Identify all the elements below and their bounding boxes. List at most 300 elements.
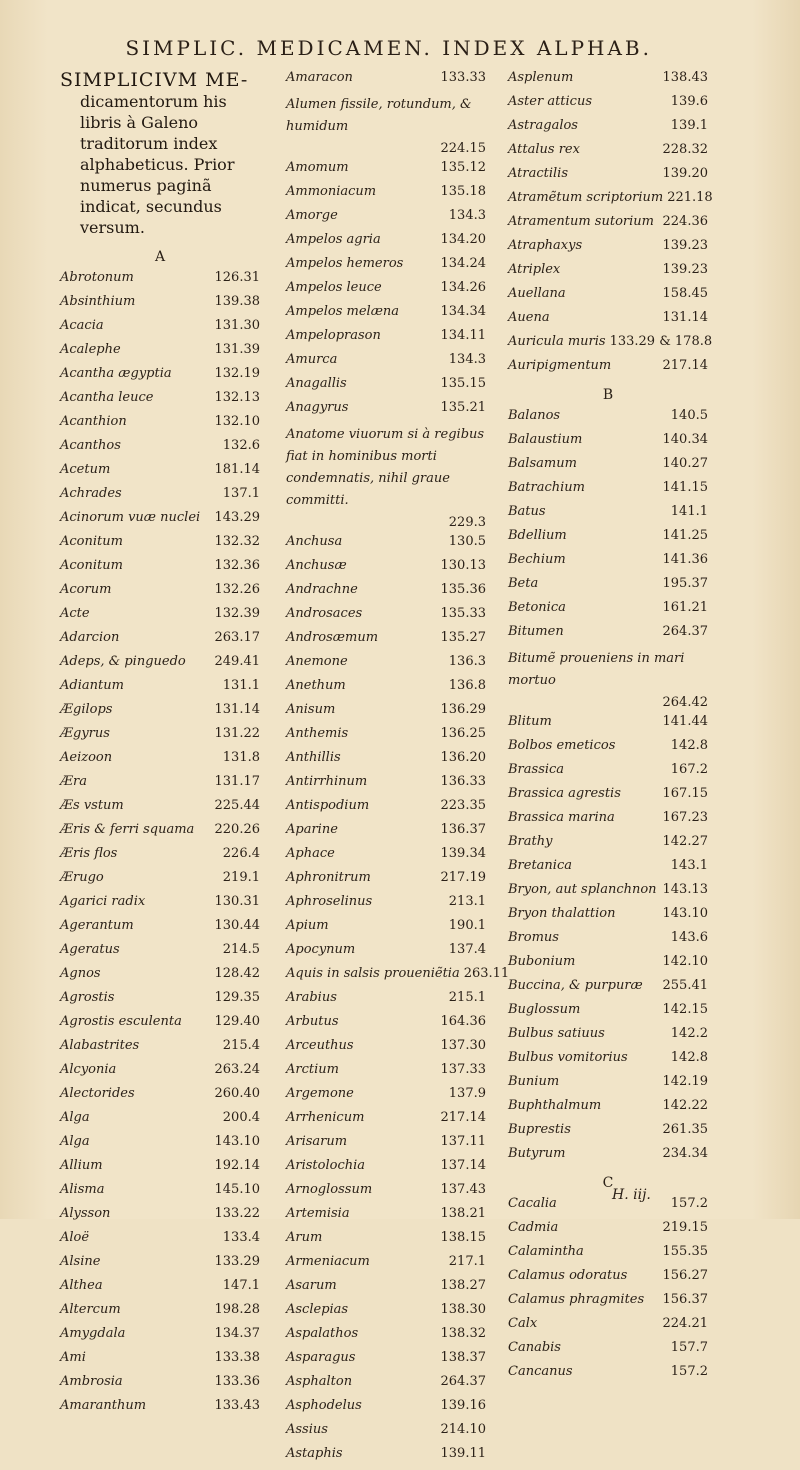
- index-entry: [508, 858, 708, 882]
- entry-term: Acacia: [60, 318, 104, 333]
- entry-page-ref: 190.1: [448, 918, 486, 933]
- entry-page-ref: 198.28: [214, 1302, 260, 1317]
- entry-page-ref: 264.42: [662, 695, 708, 710]
- entry-page-ref: 141.36: [662, 552, 708, 567]
- entry-term: Balsamum: [508, 456, 577, 471]
- entry-page-ref: 217.1: [448, 1254, 486, 1269]
- entry-term: Brassica: [508, 762, 565, 777]
- index-entry: [60, 654, 260, 678]
- index-entry: [286, 94, 486, 160]
- entry-term: Bitumen: [508, 624, 564, 639]
- entry-page-ref: 142.8: [670, 1050, 708, 1065]
- index-entry: [508, 408, 708, 432]
- index-entry: [286, 990, 486, 1014]
- entry-term: Apium: [286, 918, 329, 933]
- index-entry: [60, 1326, 260, 1350]
- entry-term: Agnos: [60, 966, 101, 981]
- index-entry: [286, 1110, 486, 1134]
- entry-term: Astragalos: [508, 118, 578, 133]
- index-entry: [508, 1026, 708, 1050]
- index-entry: [286, 678, 486, 702]
- entry-page-ref: 156.27: [662, 1268, 708, 1283]
- entry-term: Anthillis: [286, 750, 341, 765]
- entry-page-ref: 134.11: [440, 328, 486, 343]
- entry-term: Asarum: [286, 1278, 337, 1293]
- running-header: SIMPLIC. MEDICAMEN. INDEX ALPHAB.: [125, 36, 652, 60]
- entry-term: Betonica: [508, 600, 566, 615]
- entry-term: Agarici radix: [60, 894, 146, 909]
- index-entry: [508, 1074, 708, 1098]
- entry-term: Alga: [60, 1110, 90, 1125]
- entry-term: Alysson: [60, 1206, 111, 1221]
- entry-page-ref: 228.32: [662, 142, 708, 157]
- entry-term: Auellana: [508, 286, 566, 301]
- index-entry: [286, 400, 486, 424]
- entry-page-ref: 134.3: [448, 352, 486, 367]
- entry-term: Arisarum: [286, 1134, 348, 1149]
- index-entry: [60, 510, 260, 534]
- entry-page-ref: 131.14: [662, 310, 708, 325]
- entry-page-ref: 131.1: [222, 678, 260, 693]
- index-entry: [286, 630, 486, 654]
- entry-page-ref: 223.35: [440, 798, 486, 813]
- entry-page-ref: 234.34: [662, 1146, 708, 1161]
- entry-term: Anthemis: [286, 726, 349, 741]
- entry-term: Atramentum sutorium: [508, 214, 654, 229]
- entry-term: Calx: [508, 1316, 538, 1331]
- entry-page-ref: 219.15: [662, 1220, 708, 1235]
- entry-term: Bromus: [508, 930, 559, 945]
- entry-page-ref: 137.43: [440, 1182, 486, 1197]
- index-entry: [60, 774, 260, 798]
- section-letter: B: [602, 387, 614, 403]
- entry-page-ref: 221.18: [667, 190, 713, 205]
- index-entry: [60, 1230, 260, 1254]
- entry-page-ref: 167.15: [662, 786, 708, 801]
- entry-page-ref: 131.17: [214, 774, 260, 789]
- entry-term: Arum: [286, 1230, 323, 1245]
- entry-page-ref: 217.14: [440, 1110, 486, 1125]
- index-entry: [286, 70, 486, 94]
- entry-page-ref: 143.29: [214, 510, 260, 525]
- entry-page-ref: 142.22: [662, 1098, 708, 1113]
- index-entry: [508, 1146, 708, 1170]
- entry-term: Acinorum vuæ nuclei: [60, 510, 201, 525]
- entry-term: Buglossum: [508, 1002, 581, 1017]
- entry-page-ref: 132.36: [214, 558, 260, 573]
- intro-text: dicamentorum his libris à Galeno traditorum index alphabeticus. Prior numerus paginã indicat, secundus versum.: [80, 92, 235, 237]
- entry-page-ref: 155.35: [662, 1244, 708, 1259]
- entry-page-ref: 130.31: [214, 894, 260, 909]
- index-entry: [60, 1398, 260, 1422]
- index-entry: [286, 966, 510, 990]
- index-entry: [286, 1326, 486, 1350]
- entry-term: Calamus phragmites: [508, 1292, 645, 1307]
- entry-term: Anemone: [286, 654, 348, 669]
- entry-term: Batus: [508, 504, 546, 519]
- entry-page-ref: 224.15: [440, 141, 486, 156]
- entry-term: Ampelos leuce: [286, 280, 382, 295]
- entry-page-ref: 260.40: [214, 1086, 260, 1101]
- index-entry: [508, 1316, 708, 1340]
- index-entry: [286, 1230, 486, 1254]
- index-entry: [60, 462, 260, 486]
- entry-term: Amorge: [286, 208, 338, 223]
- index-entry: [60, 342, 260, 366]
- entry-page-ref: 131.14: [214, 702, 260, 717]
- index-entry: [508, 238, 708, 262]
- entry-page-ref: 164.36: [440, 1014, 486, 1029]
- entry-page-ref: 215.4: [222, 1038, 260, 1053]
- entry-term: Agerantum: [60, 918, 134, 933]
- entry-page-ref: 137.33: [440, 1062, 486, 1077]
- entry-term: Aeizoon: [60, 750, 113, 765]
- entry-term: Cacalia: [508, 1196, 557, 1211]
- index-entry: [508, 552, 708, 576]
- index-entry: [60, 1134, 260, 1158]
- entry-page-ref: 134.24: [440, 256, 486, 271]
- index-column-1: [60, 70, 260, 1422]
- entry-term: Amurca: [286, 352, 338, 367]
- entry-page-ref: 255.41: [662, 978, 708, 993]
- index-entry: [508, 930, 708, 954]
- entry-term: Acetum: [60, 462, 111, 477]
- entry-term: Asphalton: [286, 1374, 353, 1389]
- entry-term: Aristolochia: [286, 1158, 366, 1173]
- index-entry: [508, 214, 708, 238]
- entry-page-ref: 133.36: [214, 1374, 260, 1389]
- entry-page-ref: 140.27: [662, 456, 708, 471]
- index-entry: [286, 160, 486, 184]
- index-entry: [508, 262, 708, 286]
- entry-page-ref: 138.43: [662, 70, 708, 85]
- index-entry: [60, 1110, 260, 1134]
- entry-page-ref: 200.4: [222, 1110, 260, 1125]
- entry-page-ref: 137.30: [440, 1038, 486, 1053]
- entry-page-ref: 263.24: [214, 1062, 260, 1077]
- index-entry: [508, 714, 708, 738]
- entry-term: Acorum: [60, 582, 112, 597]
- entry-term: Absinthium: [60, 294, 136, 309]
- entry-page-ref: 224.21: [662, 1316, 708, 1331]
- index-entry: [286, 534, 486, 558]
- entry-page-ref: 226.4: [222, 846, 260, 861]
- index-entry: [508, 142, 708, 166]
- entry-term: Arceuthus: [286, 1038, 354, 1053]
- index-column-2: [286, 70, 510, 1470]
- entry-page-ref: 263.17: [214, 630, 260, 645]
- index-entry: [286, 376, 486, 400]
- entry-term: Apocynum: [286, 942, 356, 957]
- entry-term: Argemone: [286, 1086, 354, 1101]
- index-entry: [508, 906, 708, 930]
- entry-page-ref: 131.39: [214, 342, 260, 357]
- entry-page-ref: 137.4: [448, 942, 486, 957]
- index-entry: [508, 118, 708, 142]
- entry-term: Aphroselinus: [286, 894, 373, 909]
- entry-term: Agrostis esculenta: [60, 1014, 182, 1029]
- index-entry: [286, 726, 486, 750]
- index-entry: [60, 438, 260, 462]
- entry-page-ref: 131.22: [214, 726, 260, 741]
- index-entry: [508, 310, 708, 334]
- entry-term: Æra: [60, 774, 87, 789]
- index-entry: [508, 334, 713, 358]
- entry-term: Ampelos melæna: [286, 304, 400, 319]
- entry-term: Aphronitrum: [286, 870, 371, 885]
- entry-page-ref: 225.44: [214, 798, 260, 813]
- entry-term: Bubonium: [508, 954, 576, 969]
- index-entry: [508, 286, 708, 310]
- entry-term: Arctium: [286, 1062, 339, 1077]
- entry-term: Ammoniacum: [286, 184, 377, 199]
- entry-term: Alga: [60, 1134, 90, 1149]
- index-entry: [60, 534, 260, 558]
- index-entry: [286, 750, 486, 774]
- entry-page-ref: 134.20: [440, 232, 486, 247]
- entry-term: Bryon thalattion: [508, 906, 616, 921]
- index-entry: [508, 762, 708, 786]
- index-entry: [508, 1122, 708, 1146]
- entry-term: Acte: [60, 606, 90, 621]
- entry-page-ref: 132.19: [214, 366, 260, 381]
- entry-page-ref: 181.14: [214, 462, 260, 477]
- entry-term: Ægyrus: [60, 726, 110, 741]
- entry-page-ref: 126.31: [214, 270, 260, 285]
- entry-page-ref: 217.19: [440, 870, 486, 885]
- entry-page-ref: 130.5: [448, 534, 486, 549]
- index-entry: [60, 1206, 260, 1230]
- entry-term: Atractilis: [508, 166, 568, 181]
- entry-term: Brassica agrestis: [508, 786, 621, 801]
- entry-term: Bolbos emeticos: [508, 738, 616, 753]
- index-entry: [60, 990, 260, 1014]
- index-entry: [60, 1086, 260, 1110]
- entry-page-ref: 133.38: [214, 1350, 260, 1365]
- index-entry: [508, 1340, 708, 1364]
- index-entry: [60, 270, 260, 294]
- entry-page-ref: 139.34: [440, 846, 486, 861]
- entry-page-ref: 137.14: [440, 1158, 486, 1173]
- entry-page-ref: 249.41: [214, 654, 260, 669]
- index-entry: [60, 1062, 260, 1086]
- entry-page-ref: 135.33: [440, 606, 486, 621]
- entry-page-ref: 137.11: [440, 1134, 486, 1149]
- index-entry: [286, 918, 486, 942]
- index-entry: [286, 256, 486, 280]
- index-entry: [60, 678, 260, 702]
- index-entry: [508, 648, 708, 714]
- entry-page-ref: 138.15: [440, 1230, 486, 1245]
- entry-term: Acanthos: [60, 438, 121, 453]
- entry-page-ref: 213.1: [448, 894, 486, 909]
- entry-page-ref: 224.36: [662, 214, 708, 229]
- entry-term: Bdellium: [508, 528, 567, 543]
- index-column-3: [508, 70, 713, 1388]
- entry-page-ref: 133.29: [214, 1254, 260, 1269]
- entry-page-ref: 157.2: [670, 1364, 708, 1379]
- index-entry: [60, 1350, 260, 1374]
- index-entry: [508, 978, 708, 1002]
- entry-page-ref: 195.37: [662, 576, 708, 591]
- entry-page-ref: 167.2: [670, 762, 708, 777]
- entry-term: Buphthalmum: [508, 1098, 602, 1113]
- entry-page-ref: 263.11: [463, 966, 510, 981]
- entry-page-ref: 143.6: [670, 930, 708, 945]
- entry-page-ref: 138.30: [440, 1302, 486, 1317]
- entry-page-ref: 138.37: [440, 1350, 486, 1365]
- index-entry: [60, 630, 260, 654]
- entry-page-ref: 143.10: [214, 1134, 260, 1149]
- index-entry: [60, 846, 260, 870]
- entry-term: Ærugo: [60, 870, 104, 885]
- index-entry: [286, 558, 486, 582]
- entry-term: Auripigmentum: [508, 358, 612, 373]
- entry-page-ref: 133.43: [214, 1398, 260, 1413]
- entry-term: Alumen fissile, rotundum, & humidum: [286, 97, 472, 134]
- index-entry: [508, 1364, 708, 1388]
- entry-page-ref: 141.15: [662, 480, 708, 495]
- index-entry: [508, 70, 708, 94]
- entry-term: Bitumẽ proueniens in mari mortuo: [508, 651, 685, 688]
- index-entry: [508, 1268, 708, 1292]
- index-entry: [60, 750, 260, 774]
- index-entry: [286, 1158, 486, 1182]
- index-entry: [508, 190, 713, 214]
- entry-term: Balanos: [508, 408, 561, 423]
- entry-page-ref: 139.11: [440, 1446, 486, 1461]
- entry-term: Acantha leuce: [60, 390, 154, 405]
- entry-page-ref: 214.10: [440, 1422, 486, 1437]
- entry-page-ref: 134.34: [440, 304, 486, 319]
- index-entry: [286, 1302, 486, 1326]
- index-entry: [286, 582, 486, 606]
- entry-term: Beta: [508, 576, 539, 591]
- entry-page-ref: 229.3: [448, 515, 486, 530]
- index-entry: [286, 1206, 486, 1230]
- entry-page-ref: 141.25: [662, 528, 708, 543]
- entry-term: Anagallis: [286, 376, 347, 391]
- entry-page-ref: 214.5: [222, 942, 260, 957]
- index-entry: [60, 1014, 260, 1038]
- entry-page-ref: 132.32: [214, 534, 260, 549]
- entry-term: Atramẽtum scriptorium: [508, 190, 664, 205]
- index-entry: [60, 294, 260, 318]
- entry-page-ref: 147.1: [222, 1278, 260, 1293]
- entry-page-ref: 137.9: [448, 1086, 486, 1101]
- entry-page-ref: 136.29: [440, 702, 486, 717]
- index-entry: [60, 486, 260, 510]
- entry-page-ref: 139.23: [662, 238, 708, 253]
- index-entry: [286, 1374, 486, 1398]
- entry-page-ref: 137.1: [222, 486, 260, 501]
- index-entry: [60, 726, 260, 750]
- index-entry: [286, 1014, 486, 1038]
- entry-page-ref: 142.19: [662, 1074, 708, 1089]
- entry-term: Auricula muris: [508, 334, 606, 349]
- entry-page-ref: 264.37: [662, 624, 708, 639]
- entry-term: Alectorides: [60, 1086, 135, 1101]
- entry-term: Bulbus vomitorius: [508, 1050, 628, 1065]
- entry-page-ref: 261.35: [662, 1122, 708, 1137]
- entry-term: Asparagus: [286, 1350, 356, 1365]
- index-entry: [508, 504, 708, 528]
- index-entry: [60, 1182, 260, 1206]
- entry-term: Attalus rex: [508, 142, 580, 157]
- entry-term: Calamus odoratus: [508, 1268, 628, 1283]
- entry-page-ref: 139.6: [670, 94, 708, 109]
- entry-page-ref: 130.44: [214, 918, 260, 933]
- entry-page-ref: 132.26: [214, 582, 260, 597]
- index-entry: [286, 1446, 486, 1470]
- index-entry: [60, 1158, 260, 1182]
- index-entry: [508, 1050, 708, 1074]
- entry-term: Amygdala: [60, 1326, 126, 1341]
- entry-term: Bretanica: [508, 858, 572, 873]
- entry-term: Aconitum: [60, 558, 123, 573]
- index-entry: [508, 528, 708, 552]
- entry-term: Antispodium: [286, 798, 370, 813]
- entry-term: Asphodelus: [286, 1398, 362, 1413]
- index-entry: [60, 558, 260, 582]
- index-entry: [60, 582, 260, 606]
- entry-page-ref: 145.10: [214, 1182, 260, 1197]
- entry-term: Asplenum: [508, 70, 574, 85]
- index-entry: [508, 600, 708, 624]
- entry-term: Ambrosia: [60, 1374, 123, 1389]
- entry-term: Cadmia: [508, 1220, 559, 1235]
- entry-term: Armeniacum: [286, 1254, 370, 1269]
- entry-term: Andrachne: [286, 582, 358, 597]
- index-intro: [60, 70, 260, 238]
- entry-term: Bryon, aut splanchnon: [508, 882, 657, 897]
- entry-term: Bulbus satiuus: [508, 1026, 605, 1041]
- entry-page-ref: 140.5: [670, 408, 708, 423]
- index-entry: [60, 606, 260, 630]
- entry-term: Assius: [286, 1422, 328, 1437]
- index-entry: [60, 1374, 260, 1398]
- entry-page-ref: 138.27: [440, 1278, 486, 1293]
- entry-page-ref: 158.45: [662, 286, 708, 301]
- entry-term: Æris flos: [60, 846, 118, 861]
- index-entry: [286, 1038, 486, 1062]
- entry-term: Ageratus: [60, 942, 120, 957]
- index-entry: [286, 1062, 486, 1086]
- index-entry: [286, 1350, 486, 1374]
- entry-page-ref: 138.21: [440, 1206, 486, 1221]
- entry-term: Amomum: [286, 160, 349, 175]
- entry-page-ref: 134.26: [440, 280, 486, 295]
- entry-page-ref: 134.37: [214, 1326, 260, 1341]
- entry-term: Anatome viuorum si à regibus fiat in hominibus morti condemnatis, nihil graue committi.: [286, 427, 485, 508]
- index-entry: [60, 798, 260, 822]
- index-entry: [286, 1398, 486, 1422]
- index-entry: [286, 280, 486, 304]
- entry-page-ref: 131.30: [214, 318, 260, 333]
- entry-page-ref: 264.37: [440, 1374, 486, 1389]
- entry-page-ref: 139.20: [662, 166, 708, 181]
- entry-page-ref: 134.3: [448, 208, 486, 223]
- index-entry: [508, 1292, 708, 1316]
- index-entry: [286, 208, 486, 232]
- index-entry: [60, 870, 260, 894]
- entry-page-ref: 136.8: [448, 678, 486, 693]
- index-entry: [286, 184, 486, 208]
- index-entry: [508, 834, 708, 858]
- index-entry: [286, 702, 486, 726]
- index-entry: [286, 1086, 486, 1110]
- index-entry: [286, 424, 486, 534]
